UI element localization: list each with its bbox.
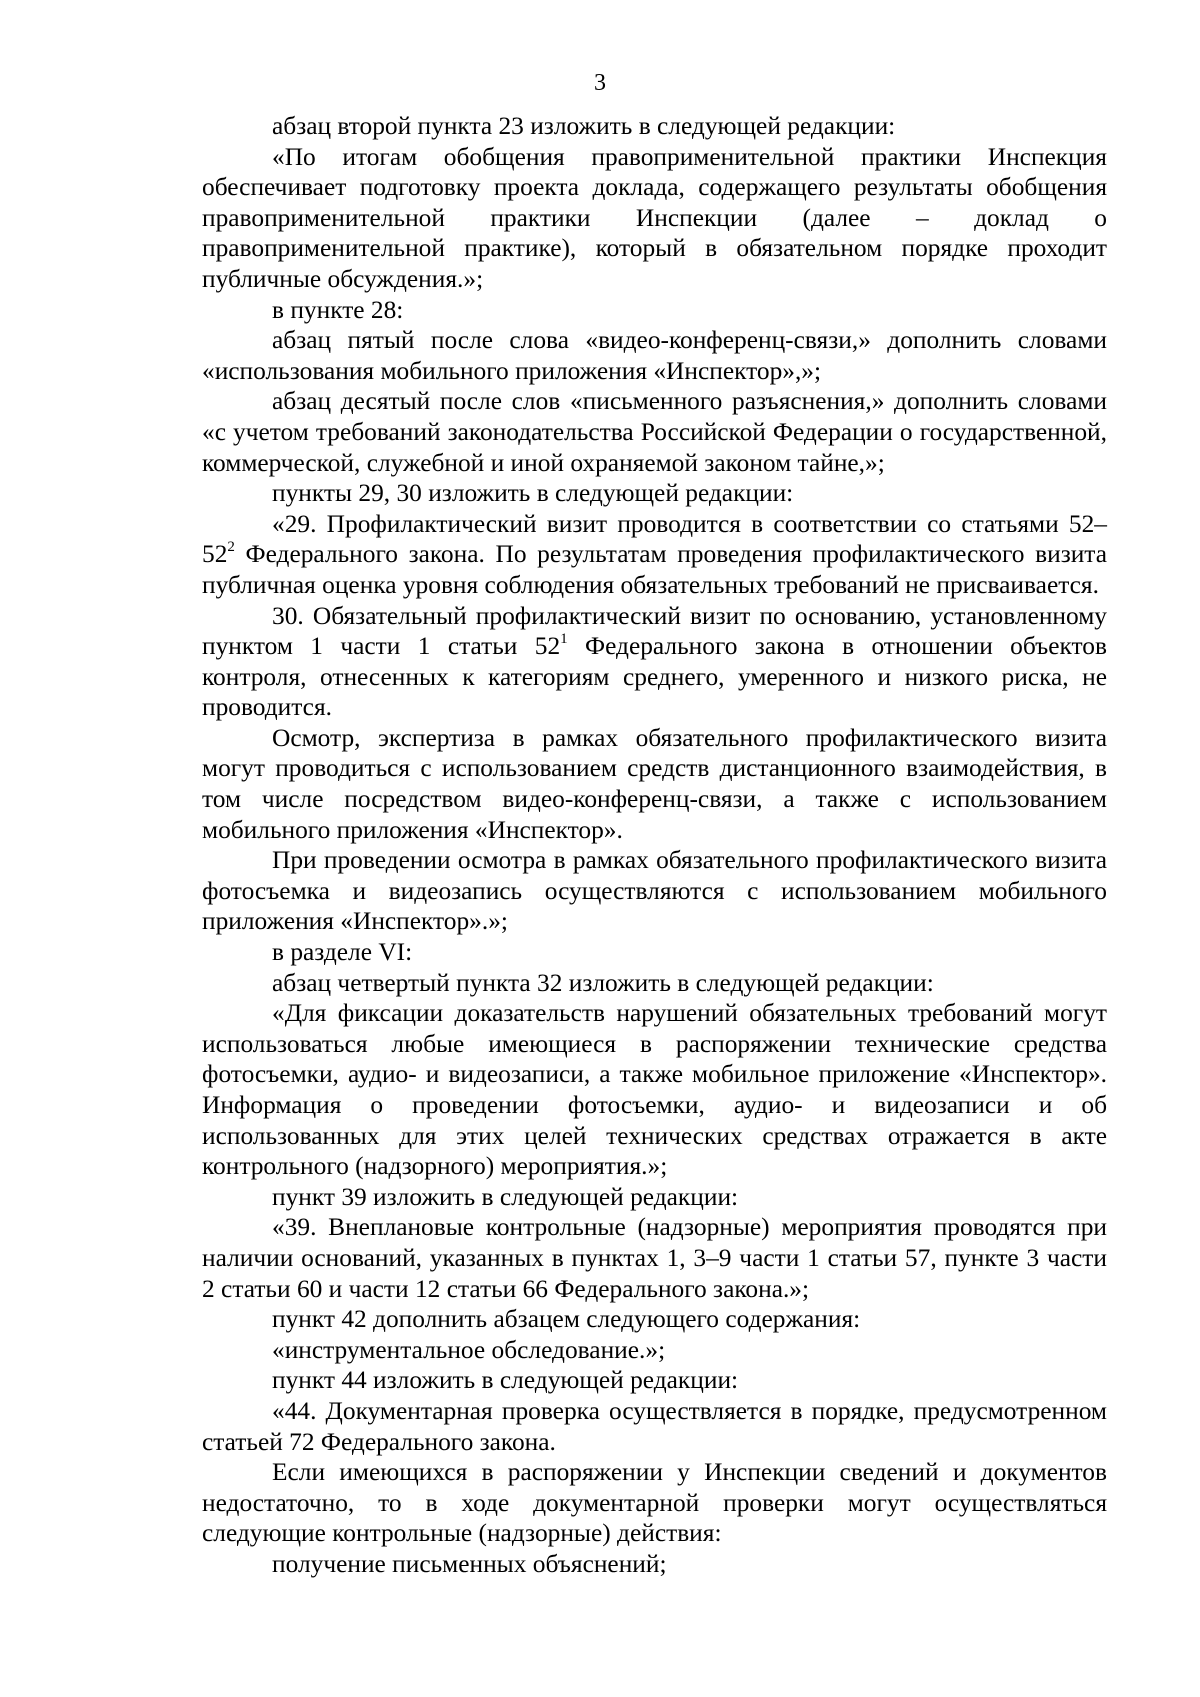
paragraph-text: 30. Обязательный профилактический визит по основанию, установленному пунктом 1 части 1 статьи 52 [202,601,1107,661]
paragraph-text: «29. Профилактический визит проводится в соответствии со статьями 52–52 [202,509,1107,569]
paragraph: пункт 39 изложить в следующей редакции: [272,1182,739,1211]
paragraph: пункт 42 дополнить абзацем следующего содержания: [272,1305,861,1334]
paragraph: «44. Документарная проверка осуществляется в порядке, предусмотренном статьей 72 Федерального закона. [202,1396,1107,1456]
paragraph: в пункте 28: [272,295,404,324]
paragraph: абзац пятый после слова «видео-конференц-связи,» дополнить словами «использования мобильного приложения «Инспектор»,»; [202,326,1107,385]
paragraph: При проведении осмотра в рамках обязательного профилактического визита фотосъемка и видеозапись осуществляются с использованием мобильного приложения «Инспектор».»; [202,846,1107,936]
paragraph: в разделе VI: [272,938,413,967]
paragraph: Если имеющихся в распоряжении у Инспекции сведений и документов недостаточно, то в ходе документарной проверки могут осуществляться следующие контрольные (надзорные) действия: [202,1458,1107,1548]
paragraph: «По итогам обобщения правоприменительной практики Инспекция обеспечивает подготовку проекта доклада, содержащего результаты обобщения правоприменительной практики Инспекции (далее – доклад о правоприменительной практике), который в обязательном порядке проходит публичные обсуждения.»; [202,142,1107,293]
paragraph-text: Федерального закона в отношении объектов контроля, отнесенных к категориям среднего, умеренного и низкого риска, не проводится. [202,632,1107,722]
superscript: 1 [560,631,568,648]
paragraph: пункт 44 изложить в следующей редакции: [272,1366,739,1395]
superscript: 2 [227,539,235,556]
paragraph-text: Федерального закона. По результатам проведения профилактического визита публичная оценка уровня соблюдения обязательных требований не присваивается. [202,540,1107,599]
paragraph-with-superscript [202,509,1107,601]
document-body [202,111,1107,1580]
paragraph: «39. Внеплановые контрольные (надзорные) мероприятия проводятся при наличии оснований, указанных в пунктах 1, 3–9 части 1 статьи 57, пункте 3 части 2 статьи 60 и части 12 статьи 66 Федерального закона.»; [202,1213,1107,1303]
paragraph: абзац десятый после слов «письменного разъяснения,» дополнить словами «с учетом требований законодательства Российской Федерации о государственной, коммерческой, служебной и иной охраняемой законом тайне,»; [202,387,1107,477]
paragraph: абзац четвертый пункта 32 изложить в следующей редакции: [272,968,934,997]
paragraph: «Для фиксации доказательств нарушений обязательных требований могут использоваться любые имеющиеся в распоряжении технические средства фотосъемки, аудио- и видеозаписи, а также мобильное приложение «Инспектор». Информация о проведении фотосъемки, аудио- и видеозаписи и об использованных для этих целей технических средствах отражается в акте контрольного (надзорного) мероприятия.»; [202,999,1107,1181]
paragraph-with-superscript [202,601,1107,723]
paragraph: Осмотр, экспертиза в рамках обязательного профилактического визита могут проводиться с использованием средств дистанционного взаимодействия, в том числе посредством видео-конференц-связи, а также с использованием мобильного приложения «Инспектор». [202,723,1107,844]
paragraph: абзац второй пункта 23 изложить в следующей редакции: [272,112,896,140]
paragraph: пункты 29, 30 изложить в следующей редакции: [272,479,794,508]
paragraph: получение письменных объяснений; [272,1549,667,1578]
paragraph: «инструментальное обследование.»; [272,1335,666,1364]
page-number: 3 [594,70,606,96]
